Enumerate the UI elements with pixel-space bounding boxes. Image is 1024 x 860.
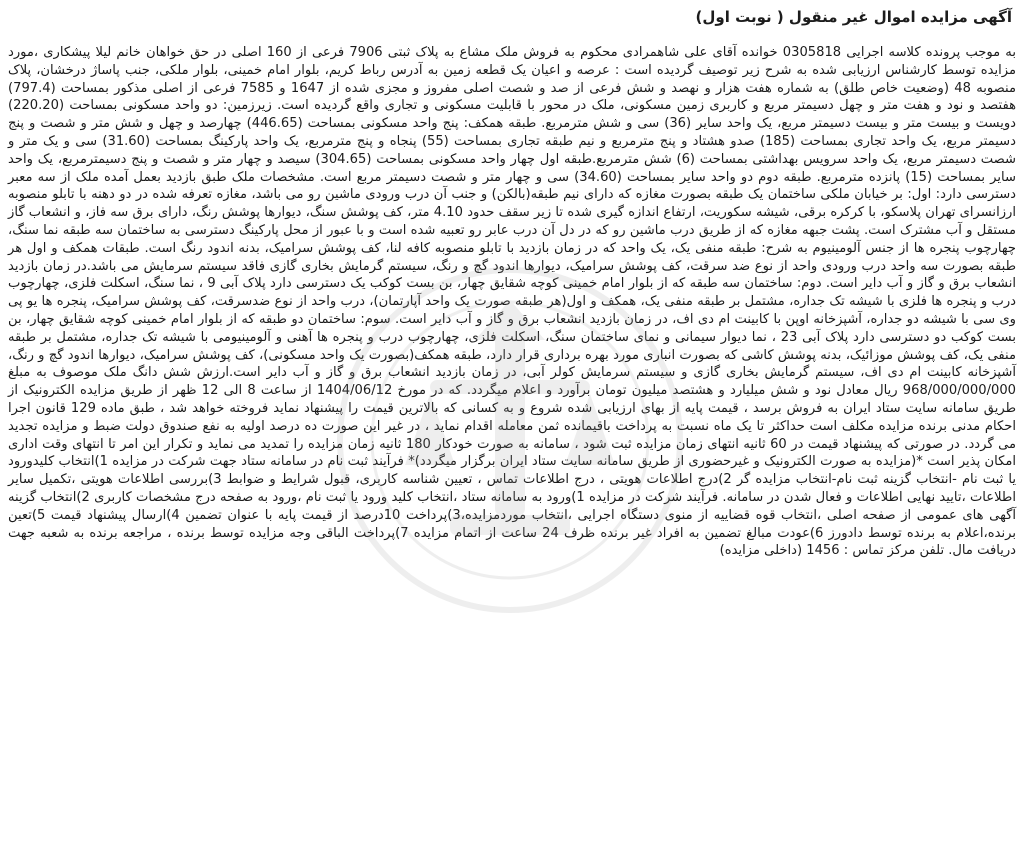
notice-paragraph: به موجب پرونده کلاسه اجرایی 0305818 خوانده آقای علی شاهمرادی محکوم به فروش ملک مشاع به پلاک ثبتی 7906 فرعی از 160 اصلی در حق خواهان خانم لیلا پیشکاری ،مورد مزایده توسط کارشناس ارزیابی شده به شرح زیر توصیف گردیده است : عرصه و اعیان یک قطعه زمین به آدرس رباط کریم، بلوار امام خمینی، بلوار ملکی، جنب پاساژ درخشان، پلاک منصوبه 48 (وضعیت خاص طلق) به شماره هفت هزار و نهصد و شش فرعی از صد و شصت اصلی مفروز و مجزی شده از 1647 و 7585 فرعی از اصلی مذکور بمساحت (797.4) هفتصد و نود و هفت متر و چهل دسیمتر مربع و کاربری زمین مسکونی، ملک در محور با قابلیت مسکونی و تجاری واقع گردیده است. زیرزمین: دو واحد مسکونی بمساحت (220.20) دویست و بیست متر و بیست دسیمتر مربع، یک واحد سایر (36) سی و شش مترمربع. طبقه همکف: پنج واحد مسکونی بمساحت (446.65) چهارصد و چهل و شش متر و شصت و پنج دسیمتر مربع، یک واحد تجاری بمساحت (185) صدو هشتاد و پنج مترمربع و نیم طبقه تجاری بمساحت (55) پنجاه و پنج مترمربع، یک واحد پارکینگ بمساحت (31.60) سی و یک متر و شصت دسیمتر مربع، یک واحد سرویس بهداشتی بمساحت (6) شش مترمربع.طبقه اول چهار واحد مسکونی بمساحت (304.65) سیصد و چهار متر و شصت و پنج دسیمترمربع، یک واحد سایر بمساحت (15) پانزده مترمربع. طبقه دوم دو واحد سایر بمساحت (34.60) سی و چهار متر و شصت دسیمتر مربع است. مشخصات ملک طبق بازدید بعمل آمده ملک از سه معبر دسترسی دارد: اول: بر خیابان ملکی ساختمان یک طبقه بصورت مغازه که دارای نیم طبقه(بالکن) و جنب آن درب ورودی ماشین رو می باشد، مغازه تعرفه شده در دو دهنه با تابلو منصوبه ارزانسرای تهران پلاسکو، با کرکره برقی، شیشه سکوریت، ارتفاع اندازه گیری شده تا زیر سقف حدود 4.10 متر، کف پوشش سنگ، دیوارها پوشش رنگ، دارای برق سه فاز، و انشعاب گاز مستقل و آب مشترک است. پشت جبهه مغازه که از طریق درب ماشین رو که در دل آن درب عابر رو تعبیه شده است و با عبور از محل پارکینگ دسترسی به ساختمان سه طبقه نما سنگ، چهارچوب پنجره ها از جنس آلومینیوم به شرح: طبقه منفی یک، یک واحد که در زمان بازدید با تابلو منصوبه کافه لنا، کف پوشش سرامیک، بدنه اندود رنگ است. طبقات همکف و اول هر طبقه بصورت سه واحد درب ورودی واحد از نوع ضد سرقت، کف پوشش سرامیک، دیوارها اندود گچ و رنگ، سیستم گرمایش بخاری گازی فاقد سیستم سرمایش می باشد.در زمان بازدید انشعاب برق و گاز و آب دایر است. دوم: ساختمان سه طبقه که از بلوار امام خمینی کوچه شقایق چهار، بن بست کوکب یک دسترسی دارد پلاک آبی 9 ، نما سنگ، اسکلت فلزی، چهارچوب درب و پنجره ها فلزی با شیشه تک جداره، مشتمل بر طبقه منفی یک، همکف و اول(هر طبقه صورت یک واحد آپارتمان)، درب واحد از نوع ضدسرقت، کف پوشش سرامیک، پنجره ها یو پی وی سی با شیشه دو جداره، آشپزخانه اوپن با کابینت ام دی اف، در زمان بازدید انشعاب برق و گاز و آب دایر است. سوم: ساختمان دو طبقه که از بلوار امام خمینی کوچه شقایق چهار، بن بست کوکب دو دسترسی دارد پلاک آبی 23 ، نما دیوار سیمانی و نمای ساختمان سنگ، اسکلت فلزی، چهارچوب درب و پنجره ها آهنی و آلومینیومی با شیشه تک جداره، مشتمل بر طبقه منفی یک، کف پوشش موزائیک، بدنه پوشش کاشی که بصورت انباری مورد بهره برداری قرار دارد، طبقه همکف(بصورت یک واحد مسکونی)، کف پوشش سرامیک، دیوارها اندود گچ و رنگ، آشپزخانه کابینت ام دی اف، سیستم گرمایش بخاری گازی و سیستم سرمایش کولر آبی، در زمان بازدید انشعاب برق و گاز و آب دایر است.ارزش شش دانگ ملک موصوف به مبلغ 968/000/000/000 ریال معادل نود و شش میلیارد و هشتصد میلیون تومان برآورد و اعلام میگردد. که در مورخ 1404/06/12 از ساعت 8 الی 12 ظهر از طریق مزایده الکترونیک از طریق سامانه سایت ستاد ایران به فروش برسد ، قیمت پایه از بهای ارزیابی شده شروع و به کسانی که بالاترین قیمت را پیشنهاد نماید فروخته خواهد شد ، طبق ماده 129 قانون اجرا احکام مدنی برنده مزایده مکلف است حداکثر تا یک ماه نسبت به پرداخت باقیمانده ثمن معامله اقدام نماید ، در غیر این صورت ده درصد اولیه به نفع صندوق دولت ضبط و مزایده تجدید می گردد. در صورتی که پیشنهاد قیمت در 60 ثانیه انتهای زمان مزایده ثبت شود ، سامانه به صورت خودکار 180 ثانیه زمان مزایده را تمدید می نماید و تکرار این امر تا انتهای وقت اداری امکان پذیر است *(مزایده به صورت الکترونیک و غیرحضوری از طریق سامانه سایت ستاد ایران برگزار میگردد)* فرآیند ثبت نام در سامانه ستاد جهت شرکت در مزایده 1)انتخاب کلیدورود یا ثبت نام -انتخاب گزینه ثبت نام-انتخاب مزایده گر 2)درج اطلاعات هویتی ، درج اطلاعات تماس ، تعیین شناسه کاربری، قبول شرایط و ضوابط 3)بررسی اطلاعات هویتی ،تکمیل سایر اطلاعات ،تایید نهایی اطلاعات و فعال شدن در سامانه. فرآیند شرکت در مزایده 1)ورود به سامانه ستاد ،انتخاب کلید ورود یا ثبت نام ،ورود به صفحه درج مشخصات کاربری 2)انتخاب گزینه آگهی های عمومی از صفحه اصلی ،انتخاب قوه قضاییه از منوی دستگاه اجرایی ،انتخاب موردمزایده،3)پرداخت 10درصد از قیمت پایه با عنوان تضمین 4)ارسال پیشنهاد قیمت 5)تعین برنده،اعلام به برنده توسط دادورز 6)عودت مبالغ تضمین به افراد غیر برنده ظرف 24 ساعت از اتمام مزایده 7)پرداخت الباقی وجه مزایده توسط برنده ، مراجعه برنده به شعبه جهت دریافت مال. تلفن مرکز تماس : 1456 (داخلی مزایده) [8,45,1017,559]
notice-body [8,44,1016,560]
notice-title: آگهی مزایده اموال غیر منقول ( نوبت اول) [695,8,1012,26]
